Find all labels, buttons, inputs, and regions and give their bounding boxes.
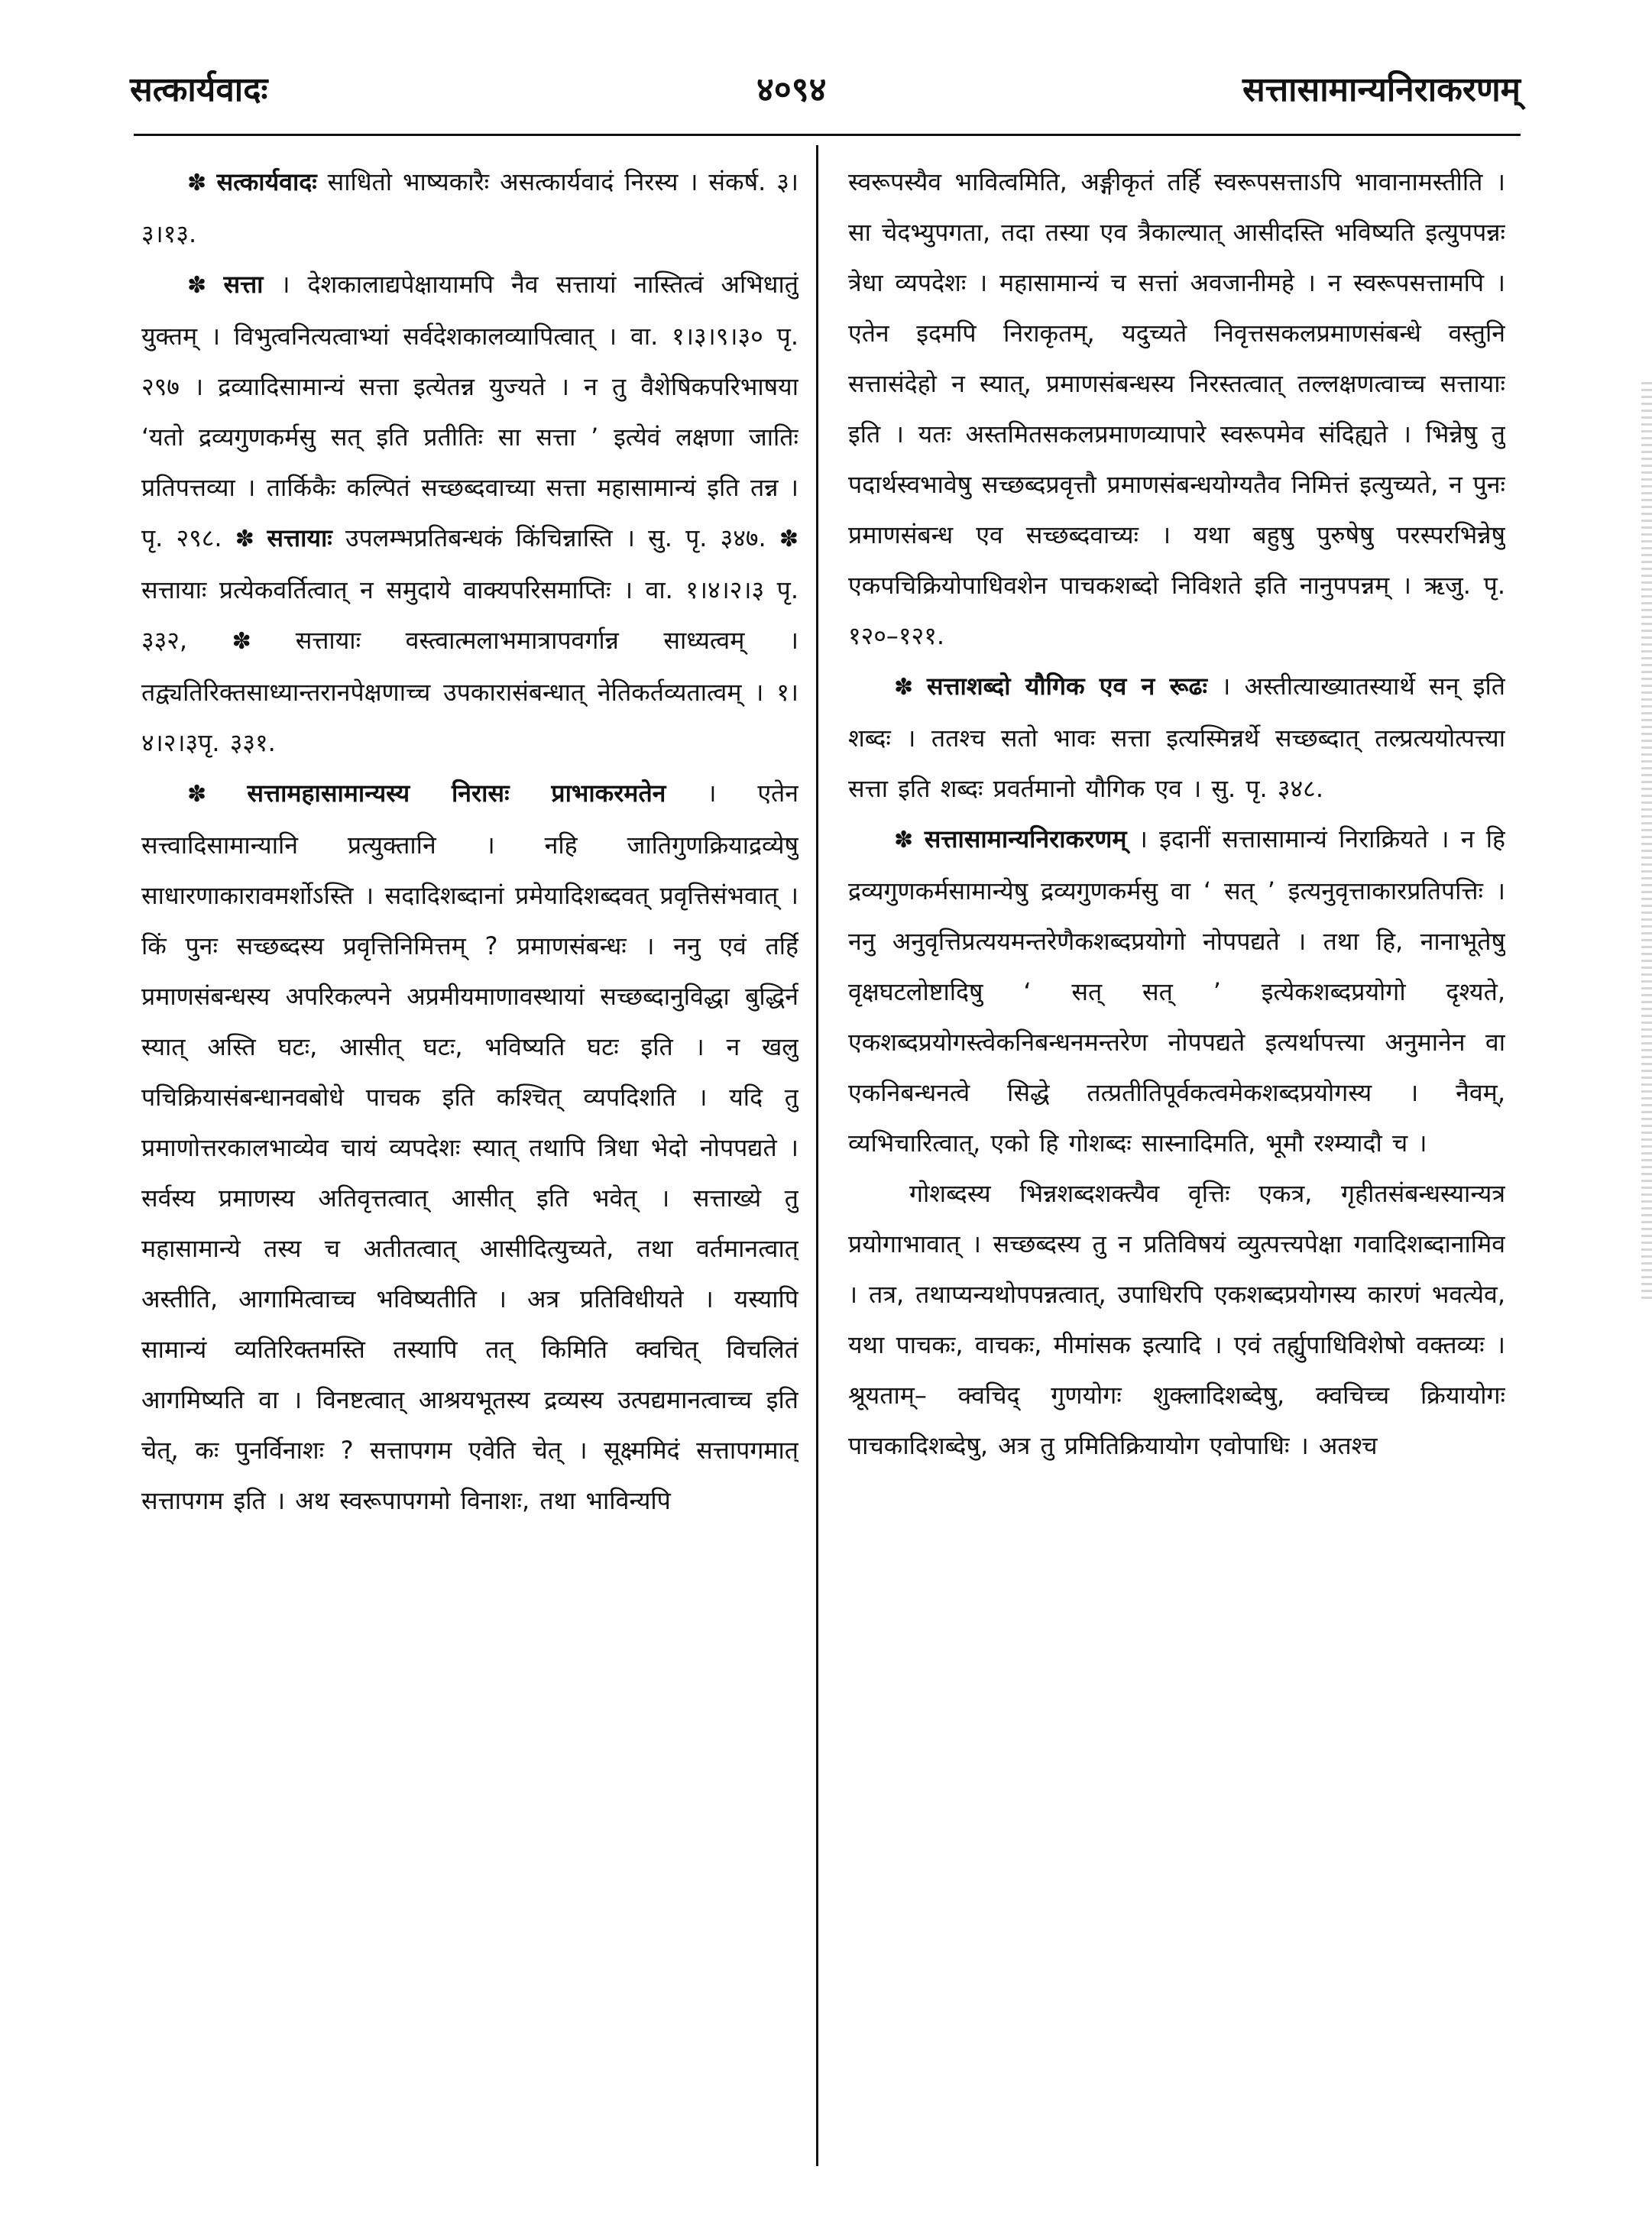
body-paragraph bbox=[848, 1168, 1505, 1471]
entry-text: गोशब्दस्य भिन्नशब्दशक्त्यैव वृत्तिः एकत्र, गृहीतसंबन्धस्यान्यत्र प्रयोगाभावात् । सच्छब्दस्य तु न प्रतिविषयं व्युत्पत्त्यपेक्षा गवादिशब्दानामिव । तत्र, तथाप्यन्यथोपपन्नत्वात्, उपाधिरपि एकशब्दप्रयोगस्य कारणं भवत्येव, यथा पाचकः, वाचकः, मीमांसक इत्यादि । एवं तर्ह्युपाधिविशेषो वक्तव्यः । श्रूयताम्– क्वचिद् गुणयोगः शुक्लादिशब्देषु, क्वचिच्च क्रियायोगः पाचकादिशब्देषु, अत्र तु प्रमितिक्रियायोग एवोपाधिः । अतश्च bbox=[848, 1179, 1505, 1460]
entry-paragraph bbox=[848, 661, 1505, 814]
asterisk-icon: ✽ bbox=[235, 526, 267, 552]
entry-headword: सत्तायाः bbox=[295, 626, 361, 655]
header-left-title: सत्कार्यवादः bbox=[130, 70, 268, 109]
entry-text: वस्त्वात्मलाभमात्रापवर्गान्न साध्यत्वम् । तद्व्यतिरिक्तसाध्यान्तरानपेक्षणाच्च उपकारासंबन्धात् नेतिकर्तव्यतात्वम् । १।४।२।३पृ. ३३१. bbox=[141, 626, 798, 757]
entry-text: साधितो भाष्यकारैः असत्कार्यवादं निरस्य । संकर्ष. ३।३।१३. bbox=[141, 167, 798, 248]
entry-paragraph bbox=[141, 157, 798, 259]
asterisk-icon: ✽ bbox=[779, 526, 798, 552]
asterisk-icon: ✽ bbox=[894, 827, 925, 853]
header-right-title: सत्तासामान्यनिराकरणम् bbox=[1242, 70, 1521, 109]
entry-headword: सत्तासामान्यनिराकरणम् bbox=[924, 824, 1127, 853]
asterisk-icon: ✽ bbox=[894, 674, 927, 701]
page-number: ४०९४ bbox=[756, 70, 827, 109]
entry-paragraph bbox=[848, 814, 1505, 1168]
entry-text: स्वरूपस्यैव भावित्वमिति, अङ्गीकृतं तर्हि स्वरूपसत्ताऽपि भावानामस्तीति । सा चेदभ्युपगता, तदा तस्या एव त्रैकाल्यात् आसीदस्ति भविष्यति इत्युपपन्नः त्रेधा व्यपदेशः । महासामान्यं च सत्तां अवजानीमहे । न स्वरूपसत्तामपि । एतेन इदमपि निराकृतम्, यदुच्यते निवृत्तसकलप्रमाणसंबन्धे वस्तुनि सत्तासंदेहो न स्यात्, प्रमाणसंबन्धस्य निरस्तत्वात् तल्लक्षणत्वाच्च सत्तायाः इति । यतः अस्तमितसकलप्रमाणव्यापारे स्वरूपमेव संदिह्यते । भिन्नेषु तु पदार्थस्वभावेषु सच्छब्दप्रवृत्तौ प्रमाणसंबन्धयोग्यतैव निमित्तं इत्युच्यते, न पुनः प्रमाणसंबन्ध एव सच्छब्दवाच्यः । यथा बहुषु पुरुषेषु परस्परभिन्नेषु एकपचिक्रियोपाधिवशेन पाचकशब्दो निविशते इति नानुपपन्नम् । ऋजु. पृ. १२०–१२१. bbox=[848, 167, 1505, 650]
left-column bbox=[141, 157, 798, 2166]
asterisk-icon: ✽ bbox=[187, 781, 248, 808]
header-rule bbox=[134, 134, 1521, 136]
column-divider bbox=[816, 145, 818, 2166]
entry-headword: सत्तामहासामान्यस्य निरासः प्राभाकरमतेन bbox=[247, 779, 666, 808]
entry-text: उपलम्भप्रतिबन्धकं किंचिन्नास्ति । सु. पृ. ३४७. bbox=[345, 523, 766, 552]
entry-text: । देशकालाद्यपेक्षायामपि नैव सत्तायां नास्तित्वं अभिधातुं युक्तम् । विभुत्वनित्यत्वाभ्यां सर्वदेशकालव्यापित्वात् । वा. १।३।९।३० पृ. २९७ । द्रव्यादिसामान्यं सत्ता इत्येतन्न युज्यते । न तु वैशेषिकपरिभाषया ‘यतो द्रव्यगुणकर्मसु सत् इति प्रतीतिः सा सत्ता ’ इत्येवं लक्षणा जातिः प्रतिपत्तव्या । तार्किकैः कल्पितं सच्छब्दवाच्या सत्ता महासामान्यं इति तन्न । पृ. २९८. bbox=[141, 270, 798, 552]
entry-headword: सत्ता bbox=[223, 270, 264, 299]
entry-paragraph bbox=[141, 259, 798, 768]
entry-headword: सत्कार्यवादः bbox=[216, 167, 317, 196]
entry-headword: सत्तायाः bbox=[141, 575, 207, 604]
entry-headword: सत्तायाः bbox=[267, 523, 332, 552]
entry-text: । एतेन सत्त्वादिसामान्यानि प्रत्युक्तानि । नहि जातिगुणक्रियाद्रव्येषु साधारणाकारावमर्शोऽस्ति । सदादिशब्दानां प्रमेयादिशब्दवत् प्रवृत्तिसंभवात् । किं पुनः सच्छब्दस्य प्रवृत्तिनिमित्तम् ? प्रमाणसंबन्धः । ननु एवं तर्हि प्रमाणसंबन्धस्य अपरिकल्पने अप्रमीयमाणावस्थायां सच्छब्दानुविद्धा बुद्धिर्न स्यात् अस्ति घटः, आसीत् घटः, भविष्यति घटः इति । न खलु पचिक्रियासंबन्धानवबोधे पाचक इति कश्चित् व्यपदिशति । यदि तु प्रमाणोत्तरकालभाव्येव चायं व्यपदेशः स्यात् तथापि त्रिधा भेदो नोपपद्यते । सर्वस्य प्रमाणस्य अतिवृत्तत्वात् आसीत् इति भवेत् । सत्ताख्ये तु महासामान्ये तस्य च अतीतत्वात् आसीदित्युच्यते, तथा वर्तमानत्वात् अस्तीति, आगामित्वाच्च भविष्यतीति । अत्र प्रतिविधीयते । यस्यापि सामान्यं व्यतिरिक्तमस्ति तस्यापि तत् किमिति क्वचित् विचलितं आगमिष्यति वा । विनष्टत्वात् आश्रयभूतस्य द्रव्यस्य उत्पद्यमानत्वाच्च इति चेत्, कः पुनर्विनाशः ? सत्तापगम एवेति चेत् । सूक्ष्ममिदं सत्तापगमात् सत्तापगम इति । अथ स्वरूपापगमो विनाशः, तथा भाविन्यपि bbox=[141, 779, 798, 1515]
right-column bbox=[848, 157, 1505, 2166]
entry-text: प्रत्येकवर्तित्वात् न समुदाये वाक्यपरिसमाप्तिः । वा. १।४।२।३ पृ. ३३२, bbox=[141, 575, 798, 655]
asterisk-icon: ✽ bbox=[187, 170, 217, 196]
asterisk-icon: ✽ bbox=[187, 272, 224, 299]
entry-headword: सत्ताशब्दो यौगिक एव न रूढः bbox=[926, 672, 1207, 701]
scan-edge-artifact bbox=[1641, 382, 1652, 1299]
entry-text: । इदानीं सत्तासामान्यं निराक्रियते । न हि द्रव्यगुणकर्मसामान्येषु द्रव्यगुणकर्मसु वा ‘ सत् ’ इत्यनुवृत्ताकारप्रतिपत्तिः । ननु अनुवृत्तिप्रत्ययमन्तरेणैकशब्दप्रयोगो नोपपद्यते । तथा हि, नानाभूतेषु वृक्षघटलोष्टादिषु ‘ सत् सत् ’ इत्येकशब्दप्रयोगो दृश्यते, एकशब्दप्रयोगस्त्वेकनिबन्धनमन्तरेण नोपपद्यते इत्यर्थापत्त्या अनुमानेन वा एकनिबन्धनत्वे सिद्धे तत्प्रतीतिपूर्वकत्वमेकशब्दप्रयोगस्य । नैवम्, व्यभिचारित्वात्, एको हि गोशब्दः सास्नादिमति, भूमौ रश्म्यादौ च । bbox=[848, 824, 1505, 1158]
entry-paragraph bbox=[141, 768, 798, 1526]
running-header bbox=[130, 65, 1521, 134]
asterisk-icon: ✽ bbox=[232, 628, 296, 655]
entry-text: । अस्तीत्याख्यातस्यार्थे सन् इति शब्दः । ततश्च सतो भावः सत्ता इत्यस्मिन्नर्थे सच्छब्दात् तल्प्रत्ययोत्पत्त्या सत्ता इति शब्दः प्रवर्तमानो यौगिक एव । सु. पृ. ३४८. bbox=[848, 672, 1505, 803]
continued-paragraph bbox=[848, 157, 1505, 661]
